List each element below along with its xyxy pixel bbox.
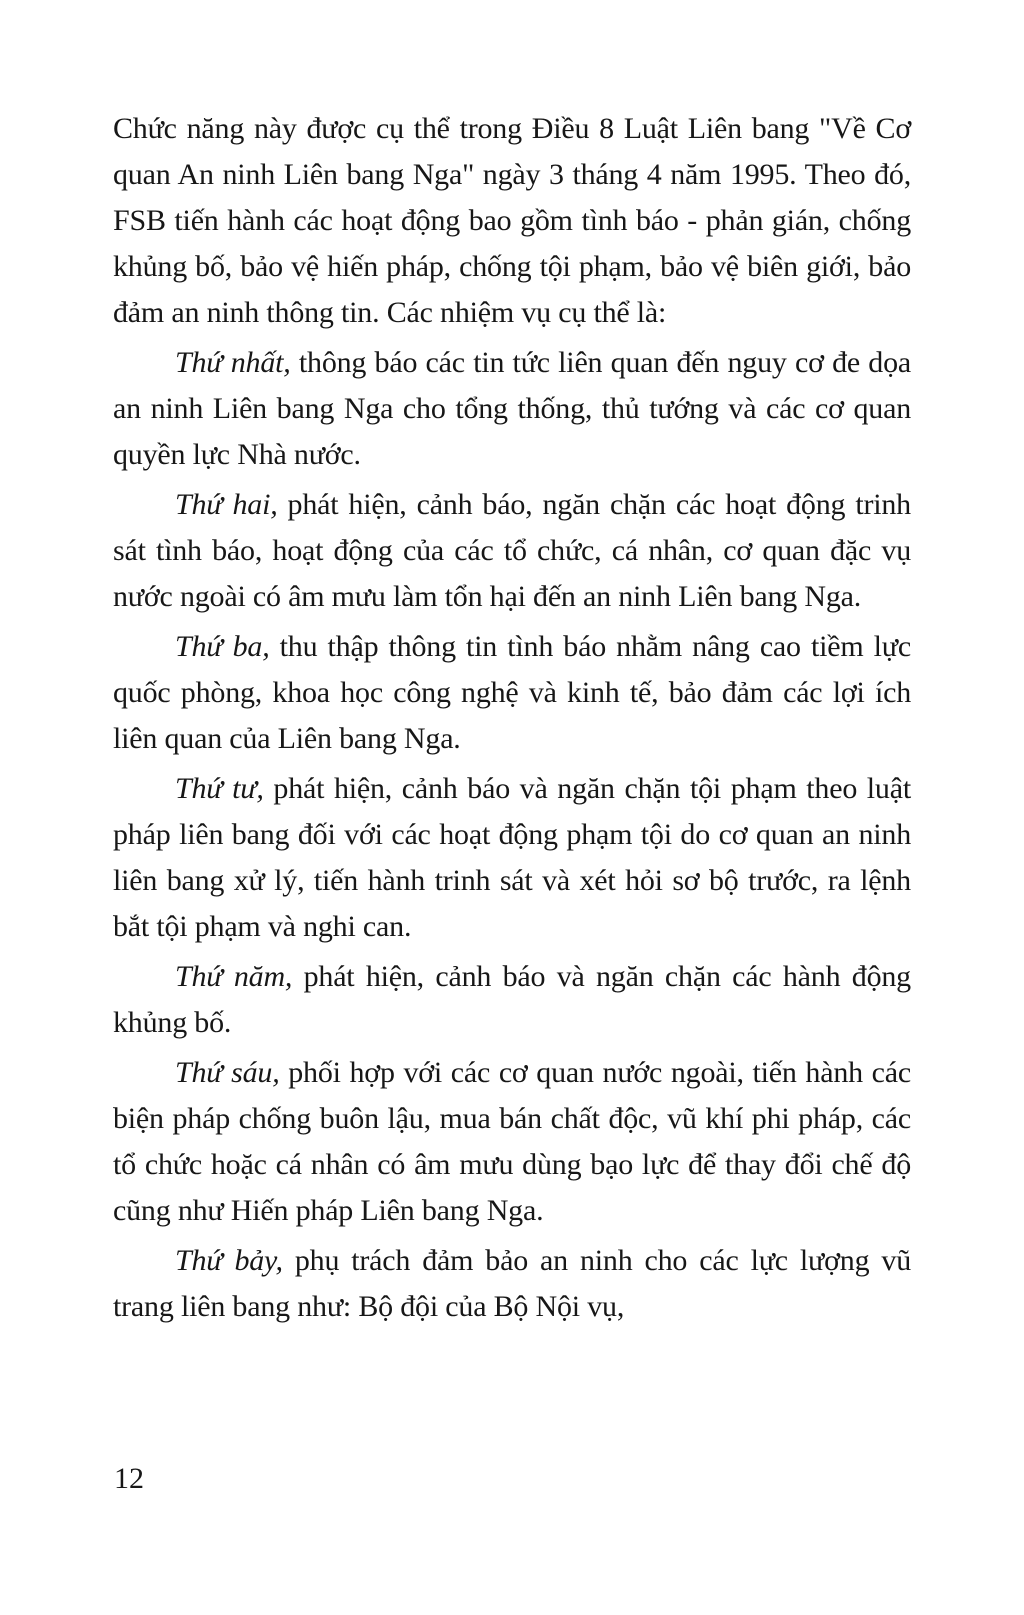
paragraph-text: phối hợp với các cơ quan nước ngoài, tiến hành các biện pháp chống buôn lậu, mua bán chất độc, vũ khí phi pháp, các tổ chức hoặc cá nhân có âm mưu dùng bạo lực để thay đổi chế độ cũng như Hiến pháp Liên bang Nga. [113,1056,911,1227]
paragraph-lead: Thứ năm, [175,960,293,993]
paragraph-lead: Thứ nhất, [175,346,291,379]
paragraph [113,1238,911,1330]
paragraph-text: Chức năng này được cụ thể trong Điều 8 Luật Liên bang "Về Cơ quan An ninh Liên bang Nga" ngày 3 tháng 4 năm 1995. Theo đó, FSB tiến hành các hoạt động bao gồm tình báo - phản gián, chống khủng bố, bảo vệ hiến pháp, chống tội phạm, bảo vệ biên giới, bảo đảm an ninh thông tin. Các nhiệm vụ cụ thể là: [113,112,911,329]
paragraph-lead: Thứ ba, [175,630,270,663]
paragraph-lead: Thứ tư, [175,772,264,805]
paragraph [113,766,911,950]
paragraph [113,106,911,336]
paragraph-text: thu thập thông tin tình báo nhằm nâng cao tiềm lực quốc phòng, khoa học công nghệ và kinh tế, bảo đảm các lợi ích liên quan của Liên bang Nga. [113,630,911,755]
paragraph [113,954,911,1046]
paragraph [113,624,911,762]
page-content [113,106,911,1334]
paragraph [113,482,911,620]
page-number: 12 [114,1462,144,1495]
paragraph [113,340,911,478]
paragraph-text: phụ trách đảm bảo an ninh cho các lực lượng vũ trang liên bang như: Bộ đội của Bộ Nội vụ, [113,1244,911,1323]
paragraph [113,1050,911,1234]
paragraph-text: phát hiện, cảnh báo và ngăn chặn tội phạm theo luật pháp liên bang đối với các hoạt động phạm tội do cơ quan an ninh liên bang xử lý, tiến hành trinh sát và xét hỏi sơ bộ trước, ra lệnh bắt tội phạm và nghi can. [113,772,911,943]
paragraph-text: thông báo các tin tức liên quan đến nguy cơ đe dọa an ninh Liên bang Nga cho tổng thống, thủ tướng và các cơ quan quyền lực Nhà nước. [113,346,911,471]
paragraph-lead: Thứ bảy, [175,1244,283,1277]
paragraph-lead: Thứ sáu, [175,1056,280,1089]
paragraph-text: phát hiện, cảnh báo, ngăn chặn các hoạt động trinh sát tình báo, hoạt động của các tổ chức, cá nhân, cơ quan đặc vụ nước ngoài có âm mưu làm tổn hại đến an ninh Liên bang Nga. [113,488,911,613]
paragraph-lead: Thứ hai, [175,488,278,521]
paragraph-text: phát hiện, cảnh báo và ngăn chặn các hành động khủng bố. [113,960,911,1039]
